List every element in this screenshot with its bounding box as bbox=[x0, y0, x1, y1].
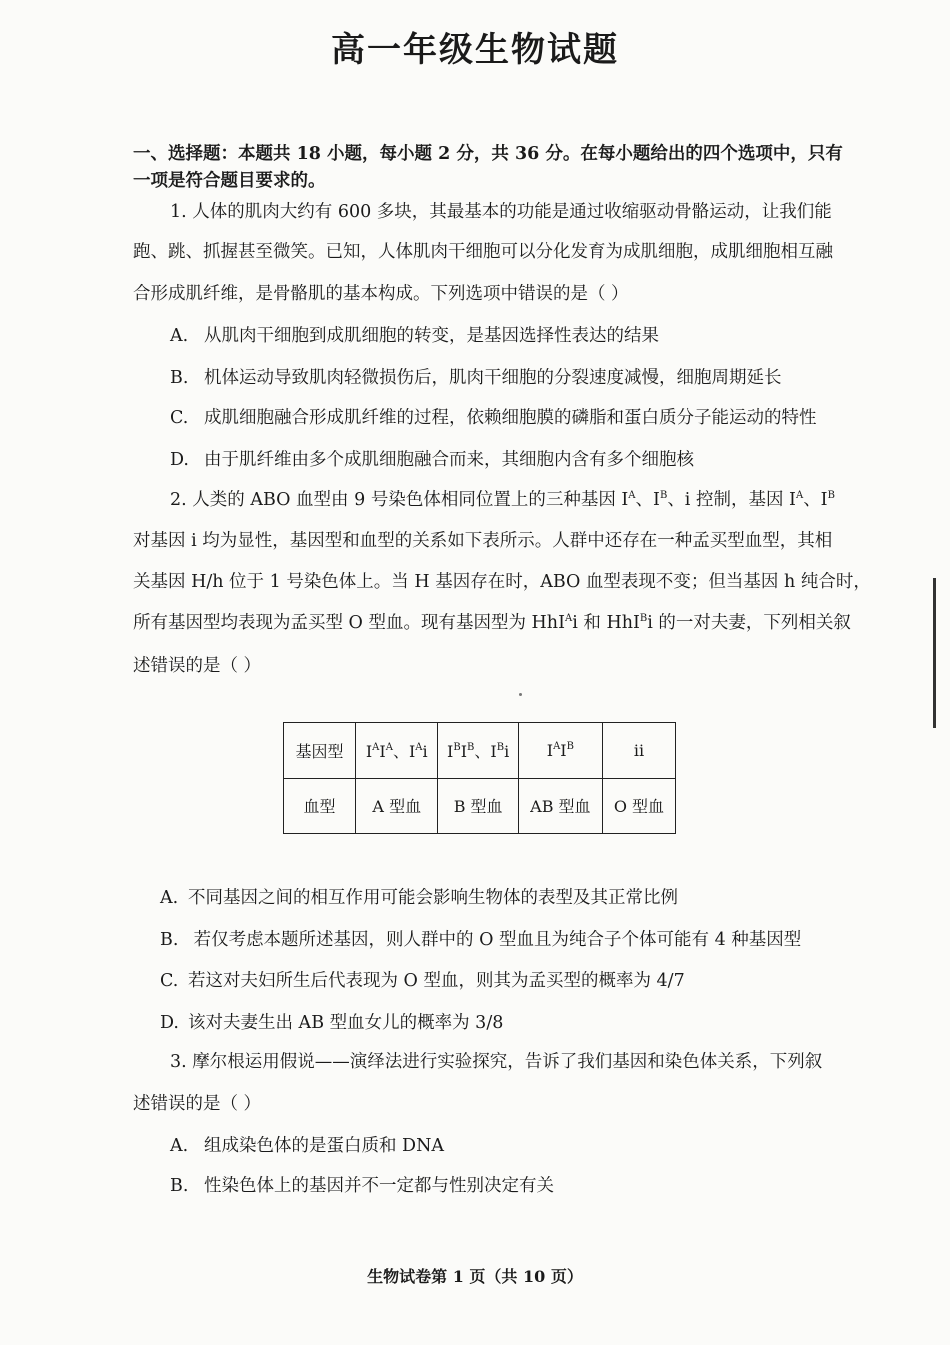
option-text: 不同基因之间的相互作用可能会影响生物体的表型及其正常比例 bbox=[188, 888, 678, 908]
q1-stem-line1: 1. 人体的肌肉大约有 600 多块，其最基本的功能是通过收缩驱动骨骼运动，让我们能 bbox=[170, 202, 832, 222]
superscript: B bbox=[639, 613, 648, 624]
table-cell: AB 型血 bbox=[518, 778, 602, 834]
q1-option-c bbox=[170, 404, 817, 429]
text-run: 所有基因型均表现为孟买型 O 型血。现有基因型为 HhI bbox=[133, 613, 565, 633]
option-letter: A. bbox=[170, 1136, 189, 1156]
q1-stem-line3: 合形成肌纤维，是骨骼肌的基本构成。下列选项中错误的是（ ） bbox=[133, 284, 629, 304]
option-text: 从肌肉干细胞到成肌细胞的转变，是基因选择性表达的结果 bbox=[204, 326, 659, 346]
table-cell: 血型 bbox=[284, 778, 356, 834]
q3-option-b bbox=[170, 1172, 554, 1197]
table-cell: $I^BI^B$、$I^Bi$ bbox=[438, 723, 518, 779]
scan-edge-mark bbox=[933, 578, 936, 728]
table-cell: $I^AI^B$ bbox=[518, 723, 602, 779]
option-text: 由于肌纤维由多个成肌细胞融合而来，其细胞内含有多个细胞核 bbox=[204, 450, 694, 470]
q3-stem-line1: 3. 摩尔根运用假说——演绎法进行实验探究，告诉了我们基因和染色体关系，下列叙 bbox=[170, 1052, 823, 1072]
option-letter: B. bbox=[170, 1176, 189, 1196]
q2-option-a bbox=[160, 884, 678, 909]
table-cell: B 型血 bbox=[438, 778, 518, 834]
table-cell: $I^AI^A$、$I^Ai$ bbox=[356, 723, 438, 779]
superscript: A bbox=[564, 613, 573, 624]
section-header-line2: 一项是符合题目要求的。 bbox=[133, 171, 326, 191]
scan-speck bbox=[519, 693, 522, 696]
option-letter: A. bbox=[160, 888, 179, 908]
option-letter: B. bbox=[160, 930, 179, 950]
q3-option-a bbox=[170, 1132, 444, 1157]
option-text: 性染色体上的基因并不一定都与性别决定有关 bbox=[204, 1176, 554, 1196]
option-text: 组成染色体的是蛋白质和 DNA bbox=[204, 1136, 445, 1156]
option-text: 机体运动导致肌肉轻微损伤后，肌肉干细胞的分裂速度减慢，细胞周期延长 bbox=[204, 368, 782, 388]
table-row bbox=[284, 723, 676, 779]
section-header-line1: 一、选择题：本题共 18 小题，每小题 2 分，共 36 分。在每小题给出的四个选项中，只有 bbox=[133, 144, 843, 164]
table-cell: O 型血 bbox=[602, 778, 675, 834]
text-run: 、i 控制，基因 I bbox=[667, 490, 796, 510]
q3-stem-line2: 述错误的是（ ） bbox=[133, 1094, 262, 1114]
table-cell: A 型血 bbox=[356, 778, 438, 834]
q2-option-d bbox=[160, 1009, 503, 1034]
option-text: 该对夫妻生出 AB 型血女儿的概率为 3/8 bbox=[188, 1013, 504, 1033]
genotype-bloodtype-table bbox=[283, 722, 676, 834]
text-run: 2. 人类的 ABO 血型由 9 号染色体相同位置上的三种基因 I bbox=[170, 490, 629, 510]
q2-stem-line1 bbox=[170, 486, 835, 511]
option-text: 若这对夫妇所生后代表现为 O 型血，则其为孟买型的概率为 4/7 bbox=[188, 971, 685, 991]
text-run: i 和 HhI bbox=[572, 613, 640, 633]
table-cell: 基因型 bbox=[284, 723, 356, 779]
superscript: B bbox=[659, 490, 668, 501]
option-text: 成肌细胞融合形成肌纤维的过程，依赖细胞膜的磷脂和蛋白质分子能运动的特性 bbox=[204, 408, 817, 428]
q2-option-c bbox=[160, 967, 685, 992]
table-cell: ii bbox=[602, 723, 675, 779]
option-letter: B. bbox=[170, 368, 189, 388]
q2-stem-line4 bbox=[133, 609, 851, 634]
page-footer: 生物试卷第 1 页（共 10 页） bbox=[367, 1267, 583, 1286]
q2-stem-line2: 对基因 i 均为显性，基因型和血型的关系如下表所示。人群中还存在一种孟买型血型，其相 bbox=[133, 531, 833, 551]
table-row bbox=[284, 778, 676, 834]
option-letter: D. bbox=[160, 1013, 179, 1033]
text-run: 、I bbox=[635, 490, 660, 510]
page-title: 高一年级生物试题 bbox=[331, 30, 619, 70]
option-letter: C. bbox=[170, 408, 189, 428]
q1-option-b bbox=[170, 364, 782, 389]
q2-stem-line3: 关基因 H/h 位于 1 号染色体上。当 H 基因存在时，ABO 血型表现不变；但当基因 h 纯合时， bbox=[133, 572, 871, 592]
option-letter: D. bbox=[170, 450, 189, 470]
superscript: A bbox=[628, 490, 636, 501]
superscript: A bbox=[795, 490, 804, 501]
option-text: 若仅考虑本题所述基因，则人群中的 O 型血且为纯合子个体可能有 4 种基因型 bbox=[188, 930, 802, 950]
option-letter: C. bbox=[160, 971, 179, 991]
superscript: B bbox=[827, 490, 835, 501]
text-run: i 的一对夫妻，下列相关叙 bbox=[647, 613, 851, 633]
q2-stem-line5: 述错误的是（ ） bbox=[133, 656, 262, 676]
q2-option-b bbox=[160, 926, 801, 951]
q1-option-a bbox=[170, 322, 659, 347]
text-run: 、I bbox=[803, 490, 828, 510]
option-letter: A. bbox=[170, 326, 189, 346]
q1-option-d bbox=[170, 446, 694, 471]
q1-stem-line2: 跑、跳、抓握甚至微笑。已知，人体肌肉干细胞可以分化发育为成肌细胞，成肌细胞相互融 bbox=[133, 242, 833, 262]
